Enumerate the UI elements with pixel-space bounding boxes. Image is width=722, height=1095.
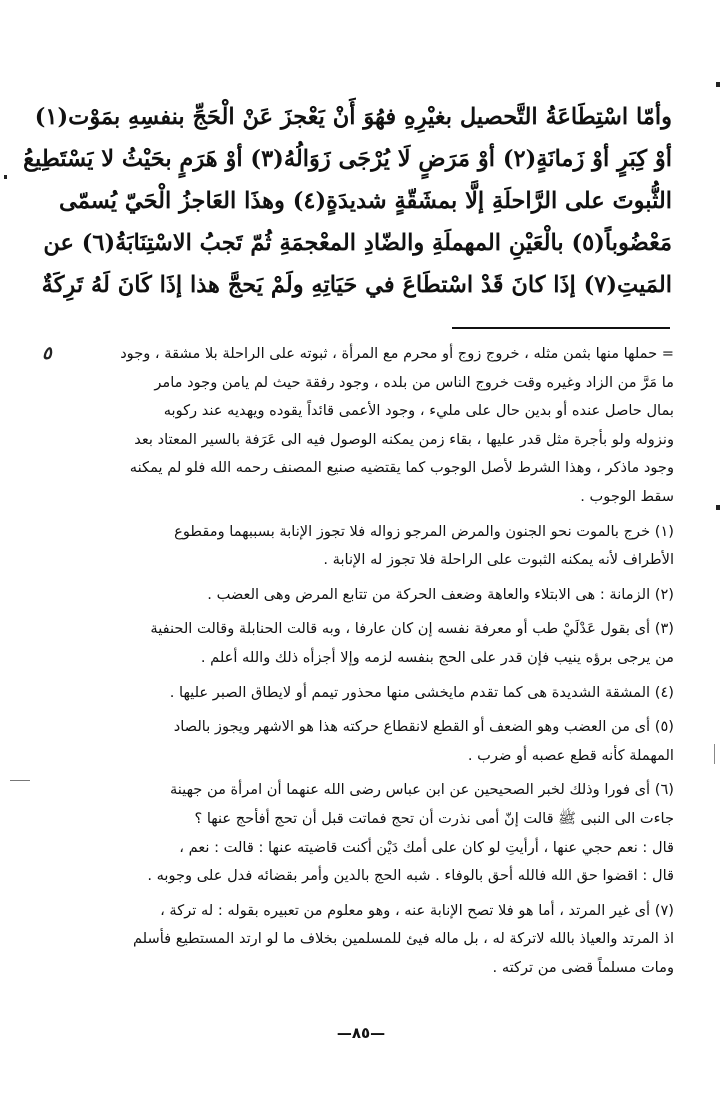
footnote-line: ومات مسلماً قضى من تركته .: [492, 958, 674, 976]
footnote-line: الأطراف لأنه يمكنه الثبوت على الراحلة فلا تجوز له الإنابة .: [323, 551, 674, 569]
edge-mark: [4, 175, 7, 179]
main-text-line: مَعْضُوباً(٥) بالْعَيْنِ المهملَةِ والضّادِ المعْجمَةِ ثُمّ تَجبُ الاسْتِنَابَةُ(٦) عن: [43, 230, 672, 256]
page-number: —٨٥—: [336, 1024, 386, 1042]
main-text-line: المَيتِ(٧) إذَا كانَ قَدْ اسْتطَاعَ في حَيَاتِهِ ولَمْ يَحجَّ هذا إذَا كَانَ لَهُ تَرِكَةٌ: [41, 272, 672, 298]
footnote-line: قال : اقضوا حق الله فالله أحق بالوفاء . شبه الحج بالدين وأمر بقضائه فدل على وجوبه .: [147, 867, 674, 885]
footnotes-block: [60, 340, 674, 982]
footnote-line: = حملها منها بثمن مثله ، خروج زوج أو محرم مع المرأة ، ثبوته على الراحلة بلا مشقة ، وجود: [120, 345, 674, 362]
footnote-line: اذ المرتد والعياذ بالله لاتركة له ، بل ماله فيئ للمسلمين بخلاف ما لو ارتد المستطيع فأسلم: [132, 930, 674, 948]
main-text-line: الثُّبوتَ على الرَّاحلَةِ إلَّا بمشَقّةٍ شديدَةٍ(٤) وهذَا العَاجزُ الْحَيّ يُسمّى: [58, 188, 672, 214]
footnote-line: (٤) المشقة الشديدة هى كما تقدم مايخشى منها محذور تيمم أو لايطاق الصبر عليها .: [169, 683, 674, 701]
footnote-line: (١) خرج بالموت نحو الجنون والمرض المرجو زواله فلا تجوز الإنابة بسببهما ومقطوع: [174, 522, 674, 540]
footnote-line: ما مَرَّ من الزاد وغيره وقت خروج الناس من بلده ، وجود رفقة حيث لم يامن وجود مامر: [154, 373, 674, 391]
footnote-line: ونزوله ولو بأجرة مثل قدر عليها ، بقاء زمن يمكنه الوصول فيه الى عَرَفة بالسير المعتاد بعد: [134, 430, 674, 448]
footnote-line: (٦) أى فورا وذلك لخبر الصحيحين عن ابن عباس رضى الله عنهما أن امرأة من جهينة: [169, 781, 674, 799]
footnote-line: (٥) أى من العضب وهو الضعف أو القطع لانقطاع حركته هذا هو الاشهر ويجوز بالصاد: [173, 718, 674, 736]
footnote-line: من يرجى برؤه ينيب فإن قدر على الحج بنفسه لزمه وإلا أجزأه ذلك والله أعلم .: [200, 648, 674, 666]
main-text-block: [23, 96, 672, 306]
footnote-line: (٧) أى غير المرتد ، أما هو فلا تصح الإنابة عنه ، وهو معلوم من تعبيره بقوله : له تركة ،: [160, 901, 674, 919]
main-text-line: أوْ كِبَرٍ أوْ زَمانَةٍ(٢) أوْ مَرَضٍ لَا يُرْجَى زَوَالُهُ(٣) أوْ هَرَمٍ بحَيْثُ لا يَسْتَطِيعُ: [23, 146, 672, 172]
line-number-marker: ٥: [42, 343, 52, 364]
footnote-line: قال : نعم حجي عنها ، أرأيتِ لو كان على أمك دَيْن أكنت قاضيته عنها : قالت : نعم ،: [179, 838, 674, 856]
edge-mark: [716, 505, 720, 510]
edge-mark: [716, 82, 720, 87]
footnote-separator: [452, 327, 670, 329]
footnote-line: سقط الوجوب .: [580, 487, 674, 505]
footnote-line: وجود ماذكر ، وهذا الشرط لأصل الوجوب كما يقتضيه صنيع المصنف رحمه الله فلو لم يمكنه: [129, 459, 674, 477]
edge-mark: [10, 780, 30, 781]
footnote-line: المهملة كأنه قطع عصبه أو ضرب .: [467, 746, 674, 764]
footnote-line: جاءت الى النبى ﷺ قالت إنّ أمى نذرت أن تحج فماتت قبل أن تحج أفأحج عنها ؟: [194, 809, 674, 827]
footnote-line: بمال حاصل عنده أو بدين حال على مليء ، وجود الأعمى قائداً يقوده ويهديه عند ركوبه: [163, 402, 674, 420]
footnote-line: (٣) أى بقول عَدْلَيْ طب أو معرفة نفسه إن كان عارفا ، وبه قالت الحنابلة وقالت الحنفية: [150, 620, 674, 638]
main-text-line: وأمّا اسْتِطَاعَةُ التَّحصيل بغيْرِهِ فهُوَ أَنْ يَعْجزَ عَنْ الْحَجِّ بنفسِهِ بمَوْت(١): [34, 104, 672, 130]
edge-mark: [714, 744, 715, 764]
footnote-line: (٢) الزمانة : هى الابتلاء والعاهة وضعف الحركة من تتابع المرض وهى العضب .: [207, 585, 674, 603]
